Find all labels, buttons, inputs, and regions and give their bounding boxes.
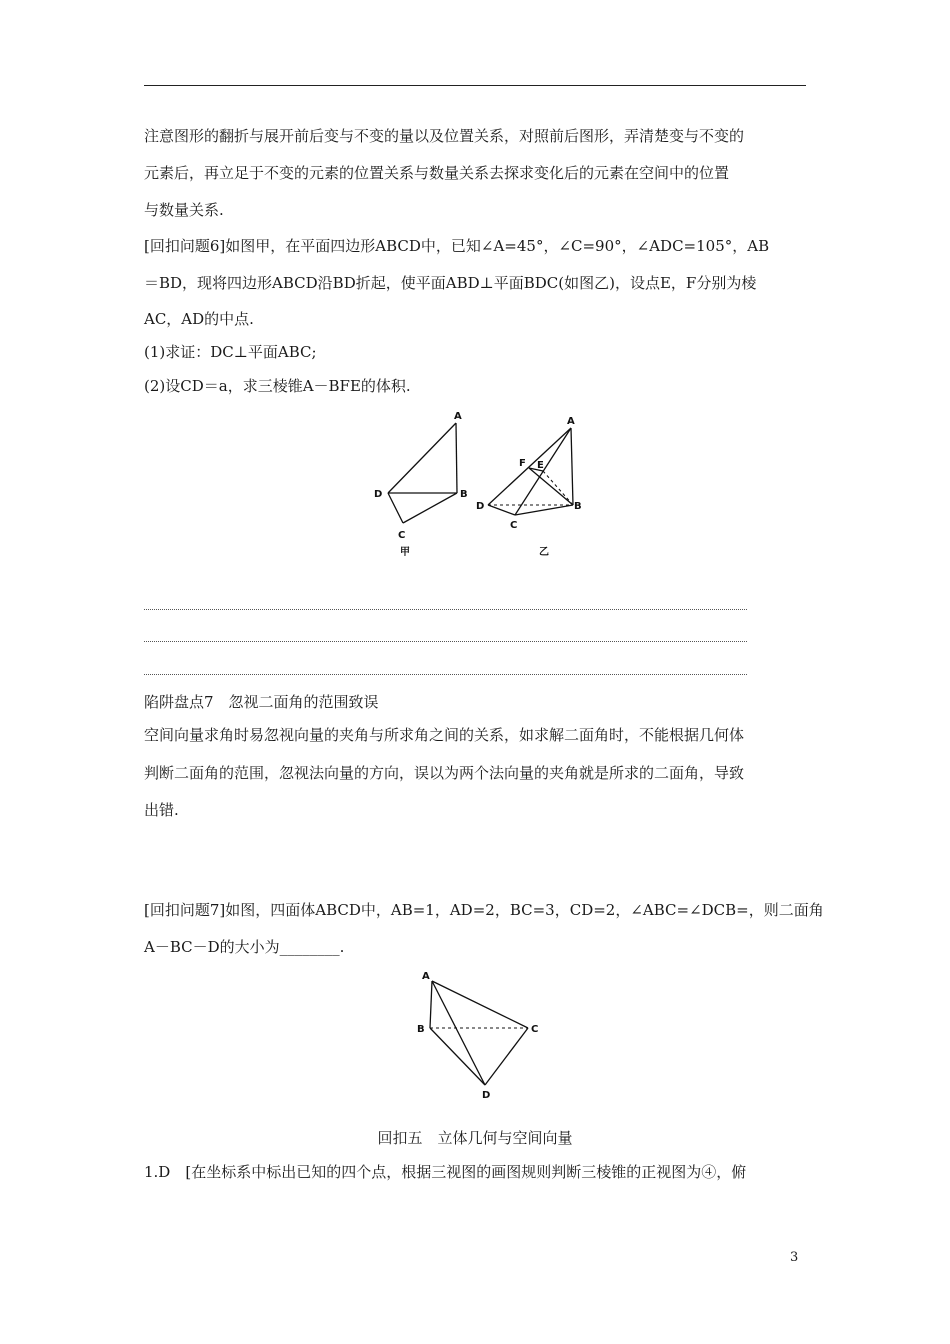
problem7-line1: [回扣问题7]如图，四面体ABCD中，AB=1，AD=2，BC=3，CD=2，∠ABC=∠DCB=，则二面角 xyxy=(144,901,824,919)
figure-yi xyxy=(470,410,600,570)
trap7-heading: 陷阱盘点7 忽视二面角的范围致误 xyxy=(144,693,379,711)
label-c: C xyxy=(510,520,518,531)
label-a: A xyxy=(567,416,575,427)
figure-problem7 xyxy=(410,965,550,1105)
label-a: A xyxy=(454,411,462,422)
problem6-question1: (1)求证：DC⊥平面ABC; xyxy=(144,343,317,361)
paragraph-line: 注意图形的翻折与展开前后变与不变的量以及位置关系，对照前后图形，弄清楚变与不变的 xyxy=(144,127,745,145)
paragraph-line: 元素后，再立足于不变的元素的位置关系与数量关系去探求变化后的元素在空间中的位置 xyxy=(144,164,730,182)
header-rule xyxy=(144,85,806,86)
label-d: D xyxy=(482,1090,491,1101)
label-a: A xyxy=(422,971,430,982)
section-title: 回扣五 立体几何与空间向量 xyxy=(377,1129,573,1147)
label-b: B xyxy=(574,501,582,512)
label-d: D xyxy=(476,501,485,512)
answer-line xyxy=(144,641,747,642)
paragraph-line: 与数量关系. xyxy=(144,201,224,219)
trap7-line: 空间向量求角时易忽视向量的夹角与所求角之间的关系，如求解二面角时，不能根据几何体 xyxy=(144,726,745,744)
label-b: B xyxy=(417,1024,425,1035)
label-c: C xyxy=(531,1024,539,1035)
label-b: B xyxy=(460,489,468,500)
answer-line xyxy=(144,674,747,675)
problem6-line1: [回扣问题6]如图甲，在平面四边形ABCD中，已知∠A=45°，∠C=90°，∠ADC=105°，AB xyxy=(144,237,770,255)
label-c: C xyxy=(398,530,406,541)
answer-line-1: 1.D [在坐标系中标出已知的四个点，根据三视图的画图规则判断三棱锥的正视图为④，俯 xyxy=(144,1163,747,1181)
caption-jia: 甲 xyxy=(400,547,410,558)
label-e: E xyxy=(537,460,544,471)
figure-jia xyxy=(360,405,480,565)
trap7-line: 判断二面角的范围，忽视法向量的方向，误以为两个法向量的夹角就是所求的二面角，导致 xyxy=(144,764,745,782)
label-d: D xyxy=(374,489,383,500)
problem6-line3: AC，AD的中点. xyxy=(144,310,254,328)
page-number: 3 xyxy=(790,1250,799,1265)
label-f: F xyxy=(519,458,526,469)
problem6-question2: (2)设CD＝a，求三棱锥A－BFE的体积. xyxy=(144,377,411,395)
problem7-line2: A－BC－D的大小为________. xyxy=(144,938,345,956)
problem6-line2: ＝BD，现将四边形ABCD沿BD折起，使平面ABD⊥平面BDC(如图乙)，设点E，F分别为棱 xyxy=(144,274,757,292)
trap7-line: 出错. xyxy=(144,801,179,819)
caption-yi: 乙 xyxy=(539,547,549,558)
answer-line xyxy=(144,609,747,610)
